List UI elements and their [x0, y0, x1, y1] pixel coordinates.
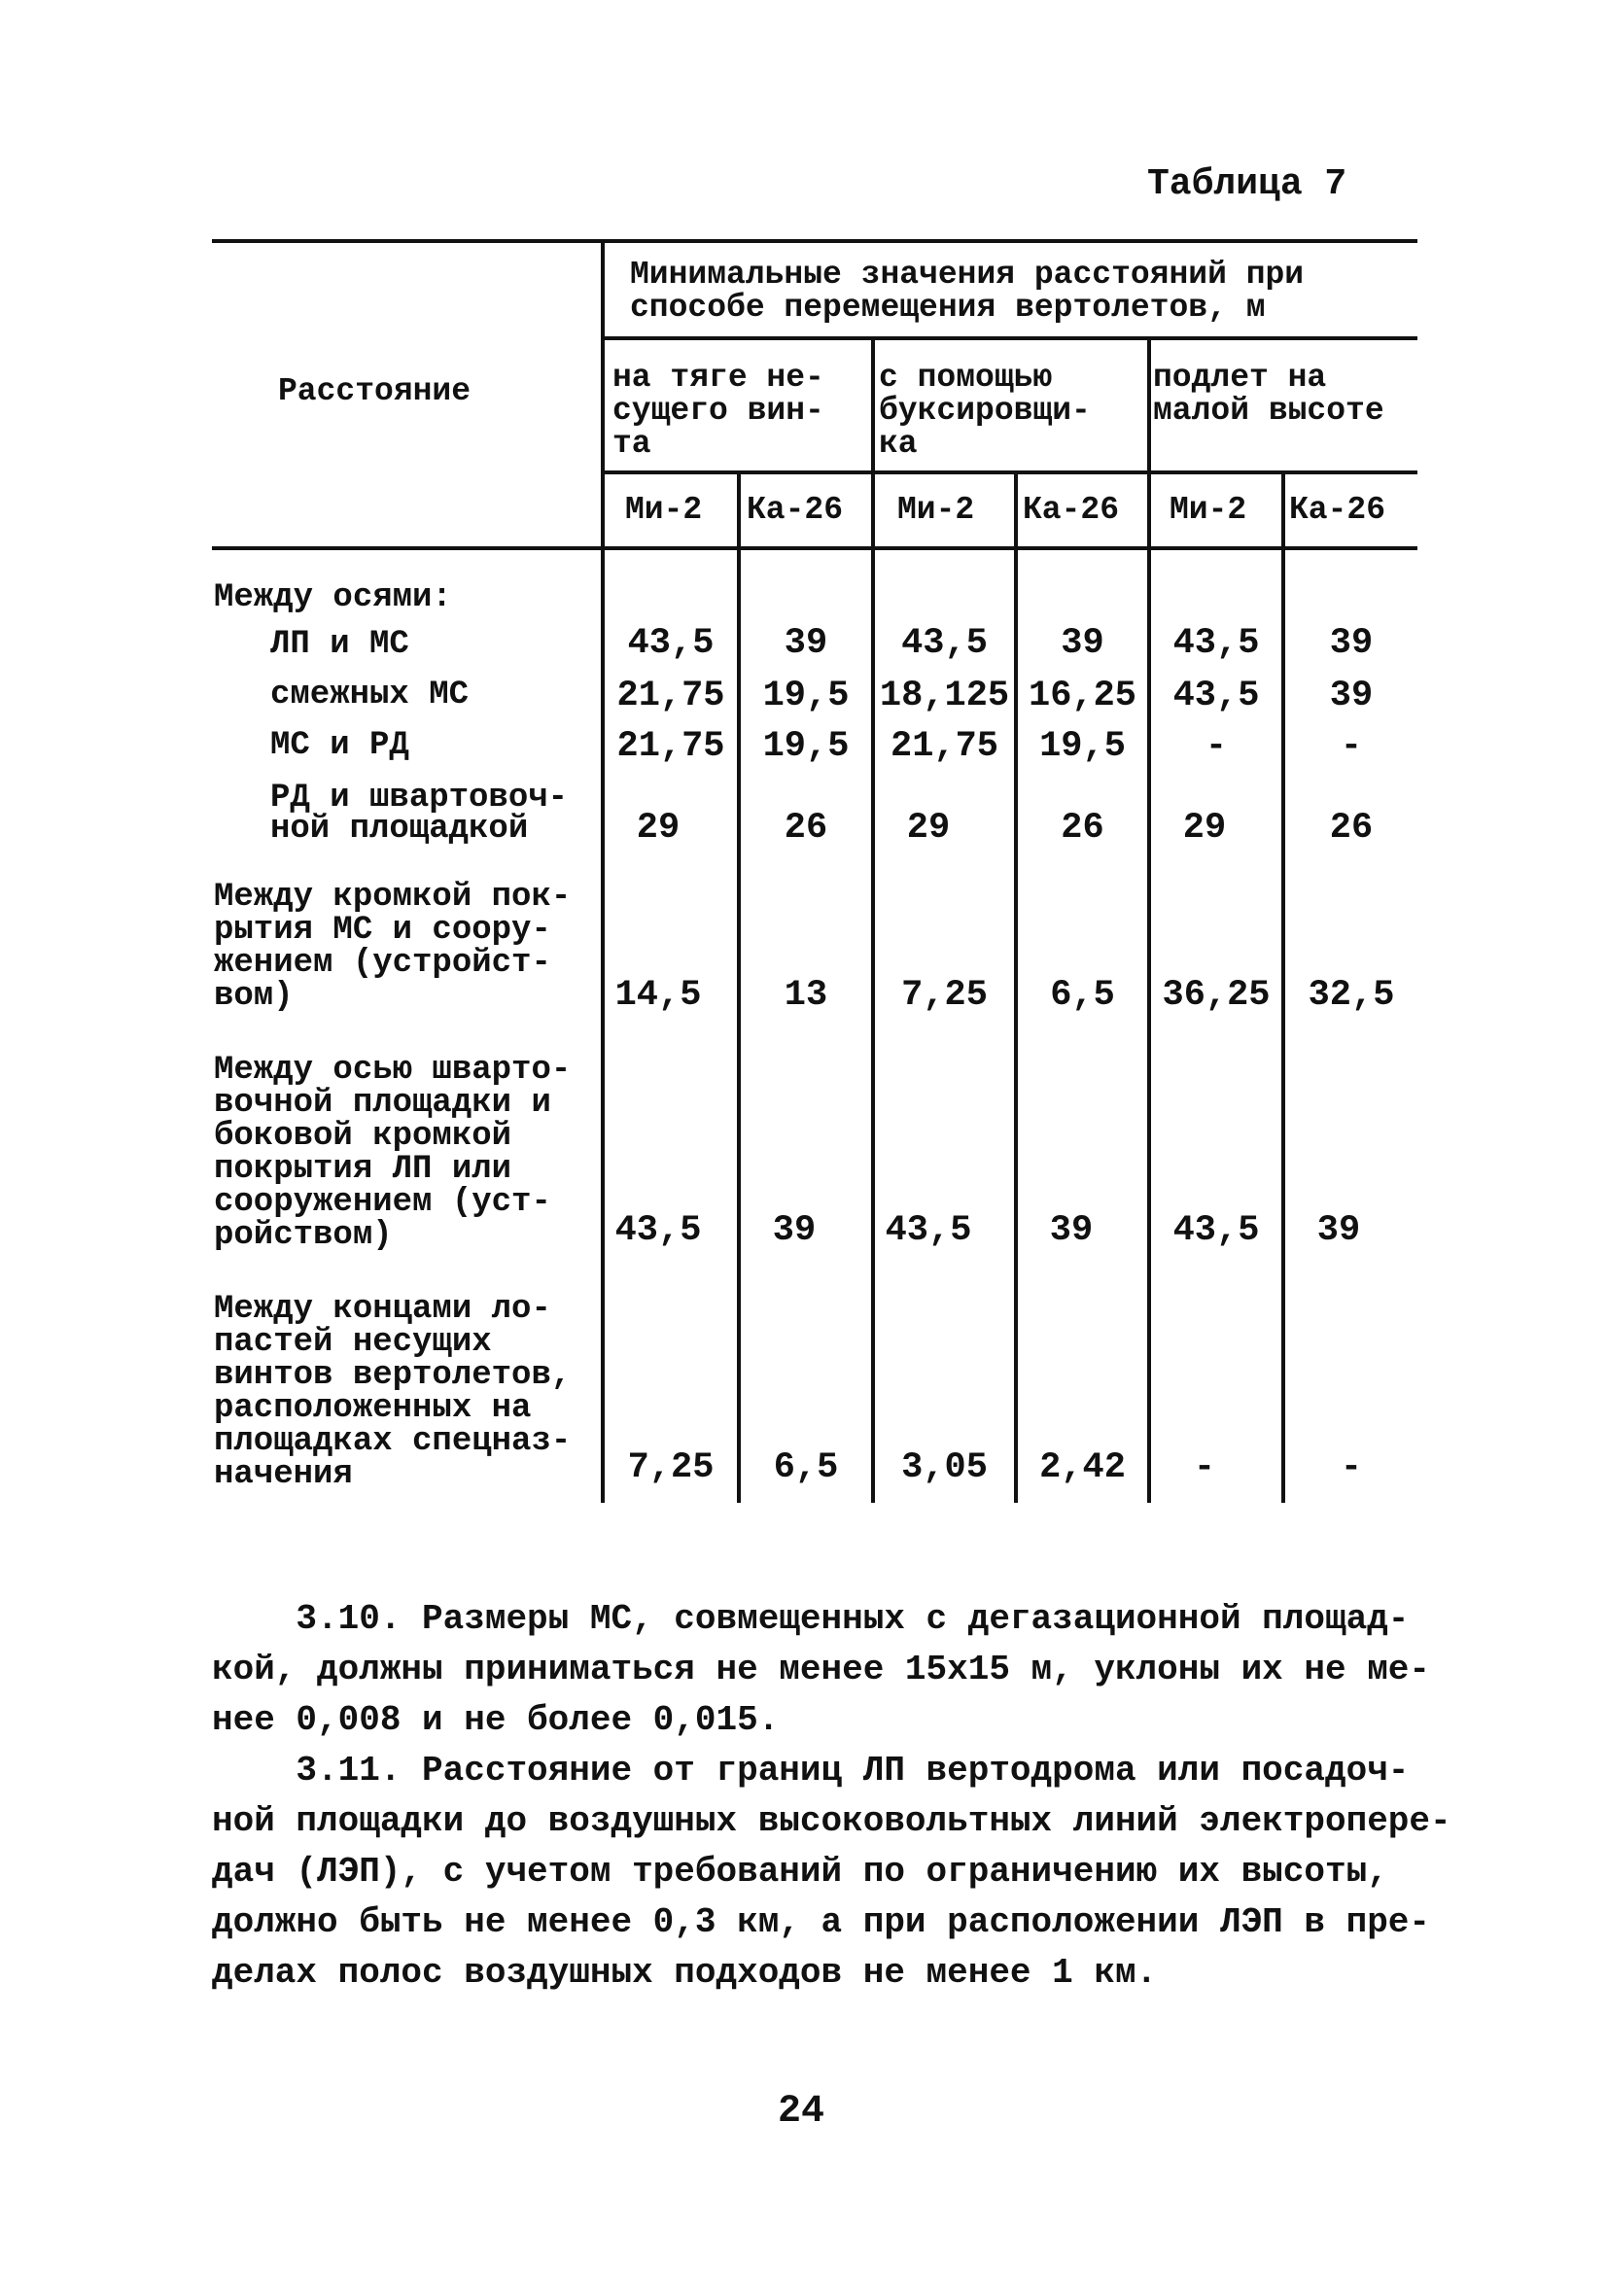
- method-header-2-line1: с помощью: [879, 360, 1053, 396]
- method-header-2-line2: буксировщи-: [879, 393, 1091, 429]
- cell-value: 26: [784, 808, 828, 849]
- cell-value: 16,25: [1028, 676, 1137, 716]
- cell-value: 39: [1061, 623, 1104, 664]
- row-label-line: боковой кромкой: [214, 1118, 512, 1155]
- cell-value: 6,5: [773, 1447, 839, 1488]
- row-label-line: рытия МС и соору-: [214, 912, 551, 949]
- cell-value: -: [1193, 1447, 1216, 1488]
- method-header-3-line2: малой высоте: [1153, 393, 1384, 429]
- table-caption: Таблица 7: [1147, 163, 1347, 205]
- cell-value: 21,75: [616, 726, 725, 767]
- method-header-2-line3: ка: [879, 426, 918, 462]
- row-label-line: смежных МС: [270, 677, 470, 713]
- row-label-line: площадках спецназ-: [214, 1423, 572, 1460]
- row-label-line: РД и швартовоч-: [270, 780, 569, 817]
- row-label-line: покрытия ЛП или: [214, 1151, 512, 1188]
- cell-value: 36,25: [1162, 975, 1271, 1016]
- cell-value: 43,5: [901, 623, 988, 664]
- type-header-1: Ми-2: [625, 492, 703, 528]
- cell-value: 3,05: [901, 1447, 988, 1488]
- cell-value: 43,5: [885, 1210, 972, 1251]
- method-header-1-line1: на тяге не-: [612, 360, 824, 396]
- cell-value: 39: [1329, 623, 1374, 664]
- type-header-4: Ка-26: [1023, 492, 1120, 528]
- col-divider-label: [601, 239, 605, 1503]
- cell-value: 21,75: [616, 676, 725, 716]
- method-header-1-line2: сущего вин-: [612, 393, 824, 429]
- cell-value: 43,5: [1172, 1210, 1260, 1251]
- cell-value: 39: [772, 1210, 817, 1251]
- cell-value: 26: [1329, 808, 1374, 849]
- section-label: Между осями:: [214, 579, 452, 616]
- method-header-rule: [601, 470, 1417, 474]
- paragraph-line: должно быть не менее 0,3 км, а при расположении ЛЭП в пре-: [212, 1902, 1431, 1942]
- paragraph-line: дач (ЛЭП), с учетом требований по ограничению их высоты,: [212, 1852, 1388, 1892]
- cell-value: 21,75: [890, 726, 999, 767]
- row-label-line: вочной площадки и: [214, 1085, 551, 1122]
- paragraph-line: нее 0,008 и не более 0,015.: [212, 1700, 780, 1740]
- paragraph-line: ной площадки до воздушных высоковольтных линий электропере-: [212, 1801, 1451, 1841]
- distance-table: [212, 239, 1417, 1503]
- row-label-line: начения: [214, 1456, 353, 1493]
- cell-value: 29: [906, 808, 951, 849]
- cell-value: 43,5: [1172, 623, 1260, 664]
- paragraph-line: делах полос воздушных подходов не менее 1 км.: [212, 1953, 1158, 1993]
- cell-value: 39: [1316, 1210, 1361, 1251]
- cell-value: 7,25: [901, 975, 988, 1016]
- group-title-line2: способе перемещения вертолетов, м: [630, 290, 1266, 326]
- group-header-rule: [601, 336, 1417, 340]
- cell-value: 43,5: [614, 1210, 702, 1251]
- cell-value: 19,5: [1039, 726, 1126, 767]
- cell-value: 29: [636, 808, 681, 849]
- cell-value: -: [1340, 1447, 1363, 1488]
- paragraph-line: кой, должны приниматься не менее 15x15 м, уклоны их не ме-: [212, 1650, 1431, 1689]
- row-label-line: ЛП и МС: [270, 626, 409, 663]
- row-label-line: Между осью шварто-: [214, 1052, 572, 1089]
- type-header-6: Ка-26: [1289, 492, 1386, 528]
- row-label-line: сооружением (уст-: [214, 1184, 551, 1221]
- cell-value: 2,42: [1039, 1447, 1126, 1488]
- cell-value: 43,5: [627, 623, 715, 664]
- cell-value: 14,5: [614, 975, 702, 1016]
- distance-header: Расстояние: [278, 373, 472, 409]
- cell-value: 39: [784, 623, 828, 664]
- col-divider-4: [1147, 336, 1151, 1503]
- cell-value: 32,5: [1308, 975, 1395, 1016]
- cell-value: 19,5: [762, 726, 850, 767]
- row-label-line: пастей несущих: [214, 1324, 492, 1361]
- cell-value: 39: [1329, 676, 1374, 716]
- row-label-line: расположенных на: [214, 1390, 532, 1427]
- row-label-line: жением (устройст-: [214, 945, 551, 982]
- cell-value: 26: [1061, 808, 1104, 849]
- cell-value: 18,125: [879, 676, 1010, 716]
- row-label-line: ройством): [214, 1217, 393, 1254]
- cell-value: -: [1340, 726, 1363, 767]
- row-label-line: винтов вертолетов,: [214, 1357, 572, 1394]
- type-header-3: Ми-2: [897, 492, 975, 528]
- paragraph-line: 3.10. Размеры МС, совмещенных с дегазационной площад-: [212, 1599, 1410, 1639]
- cell-value: -: [1205, 726, 1228, 767]
- cell-value: 43,5: [1172, 676, 1260, 716]
- cell-value: 39: [1049, 1210, 1094, 1251]
- header-bottom-rule: [212, 546, 1417, 550]
- table-top-rule: [212, 239, 1417, 243]
- cell-value: 19,5: [762, 676, 850, 716]
- method-header-1-line3: та: [612, 426, 651, 462]
- page-number: 24: [778, 2090, 825, 2134]
- paragraph-line: 3.11. Расстояние от границ ЛП вертодрома или посадоч-: [212, 1751, 1410, 1791]
- row-label-line: вом): [214, 978, 294, 1015]
- col-divider-2: [871, 336, 875, 1503]
- cell-value: 29: [1182, 808, 1227, 849]
- row-label-line: Между концами ло-: [214, 1291, 551, 1328]
- cell-value: 13: [784, 975, 828, 1016]
- type-header-2: Ка-26: [747, 492, 844, 528]
- row-label-line: МС и РД: [270, 727, 409, 764]
- type-header-5: Ми-2: [1170, 492, 1247, 528]
- method-header-3-line1: подлет на: [1153, 360, 1327, 396]
- row-label-line: ной площадкой: [270, 811, 529, 848]
- row-label-line: Между кромкой пок-: [214, 879, 572, 916]
- cell-value: 7,25: [627, 1447, 715, 1488]
- group-title-line1: Минимальные значения расстояний при: [630, 257, 1305, 293]
- cell-value: 6,5: [1050, 975, 1115, 1016]
